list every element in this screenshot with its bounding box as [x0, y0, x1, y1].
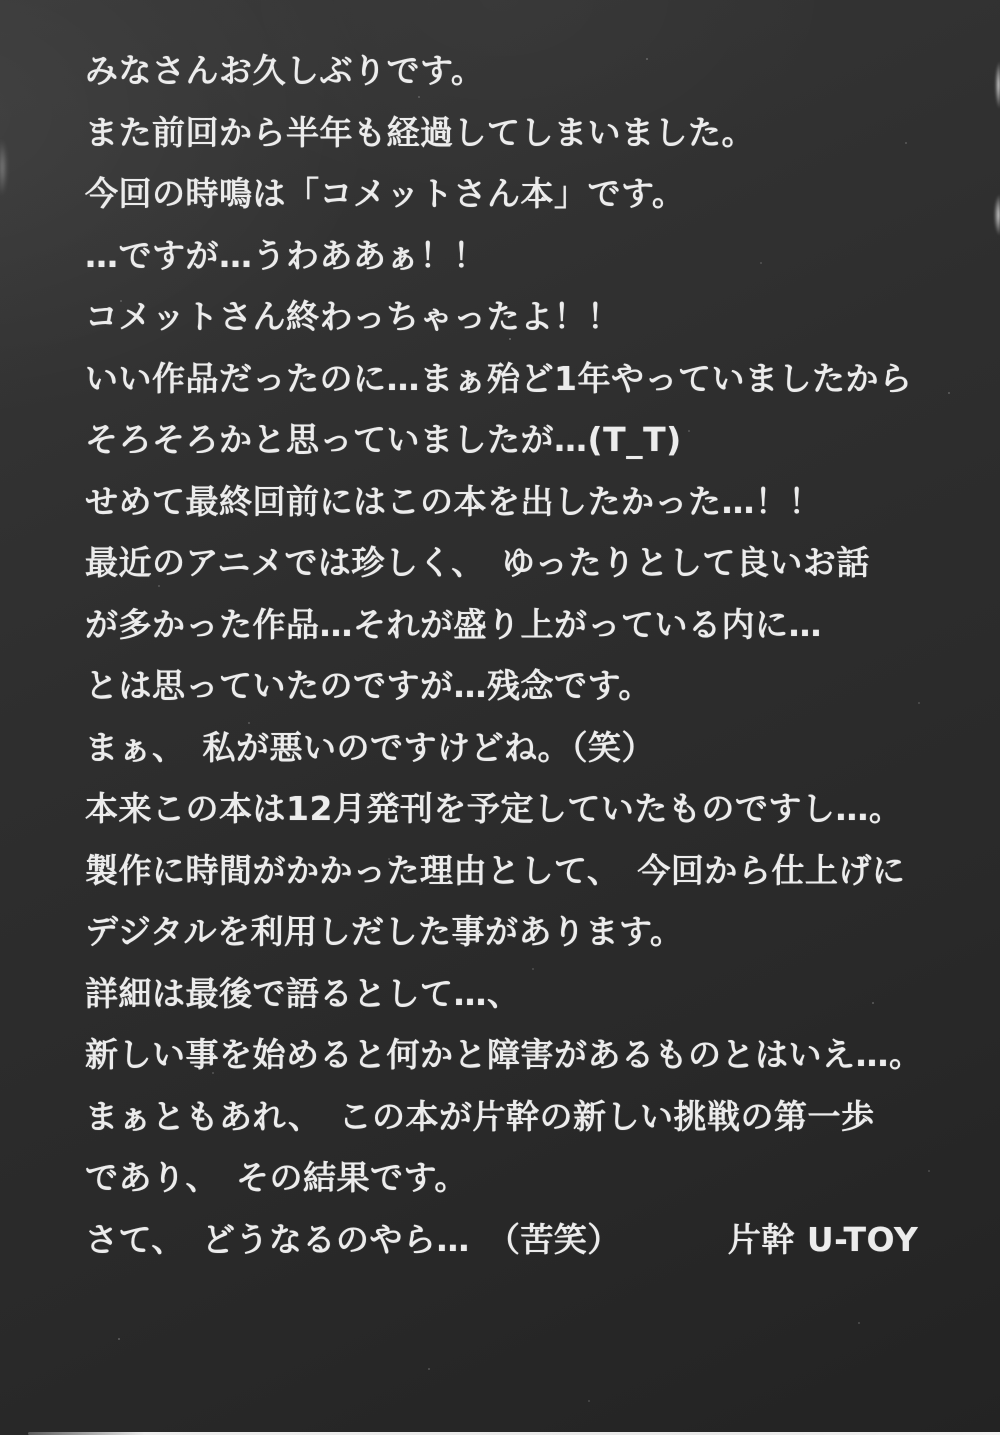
text-line: …ですが…うわああぁ！！ [85, 235, 487, 275]
scan-artifact-left-edge [0, 140, 7, 195]
scan-artifact-right-top [995, 62, 1000, 108]
author-credit: 片幹 U-TOY [727, 1219, 919, 1259]
text-line: 本来この本は12月発刊を予定していたものですし…。 [85, 789, 903, 828]
closing-text: さて、 どうなるのやら… （苦笑） [85, 1219, 621, 1259]
text-line: そろそろかと思っていましたが…(T_T) [85, 420, 682, 459]
afterword-text [85, 40, 923, 1270]
text-line: また前回から半年も経過してしまいました。 [85, 112, 755, 152]
text-line: 製作に時間がかかった理由として、 今回から仕上げに [85, 850, 906, 890]
text-line: 今回の時鳴は「コメットさん本」です。 [85, 174, 686, 213]
text-line: であり、 その結果です。 [85, 1158, 468, 1197]
text-line: 最近のアニメでは珍しく、 ゆったりとして良いお話 [85, 543, 870, 582]
text-line: 詳細は最後で語るとして…、 [85, 973, 521, 1013]
text-line: まぁ、 私が悪いのですけどね。（笑） [85, 727, 655, 767]
text-line: まぁともあれ、 この本が片幹の新しい挑戦の第一歩 [85, 1096, 875, 1136]
text-line: デジタルを利用しだした事があります。 [85, 912, 684, 951]
text-line: 新しい事を始めると何かと障害があるものとはいえ…。 [85, 1035, 923, 1074]
text-line: せめて最終回前にはこの本を出したかった…！！ [85, 481, 822, 521]
text-line: コメットさん終わっちゃったよ！！ [85, 297, 621, 336]
text-line: みなさんお久しぶりです。 [85, 51, 485, 90]
scan-noise-specks [0, 0, 2, 2]
text-line: いい作品だったのに…まぁ殆ど1年やっていましたから [85, 358, 913, 398]
scan-artifact-right-mid [994, 195, 1000, 235]
text-line: とは思っていたのですが…残念です。 [85, 666, 652, 705]
text-line: が多かった作品…それが盛り上がっている内に… [85, 604, 822, 644]
closing-line [85, 1209, 923, 1271]
